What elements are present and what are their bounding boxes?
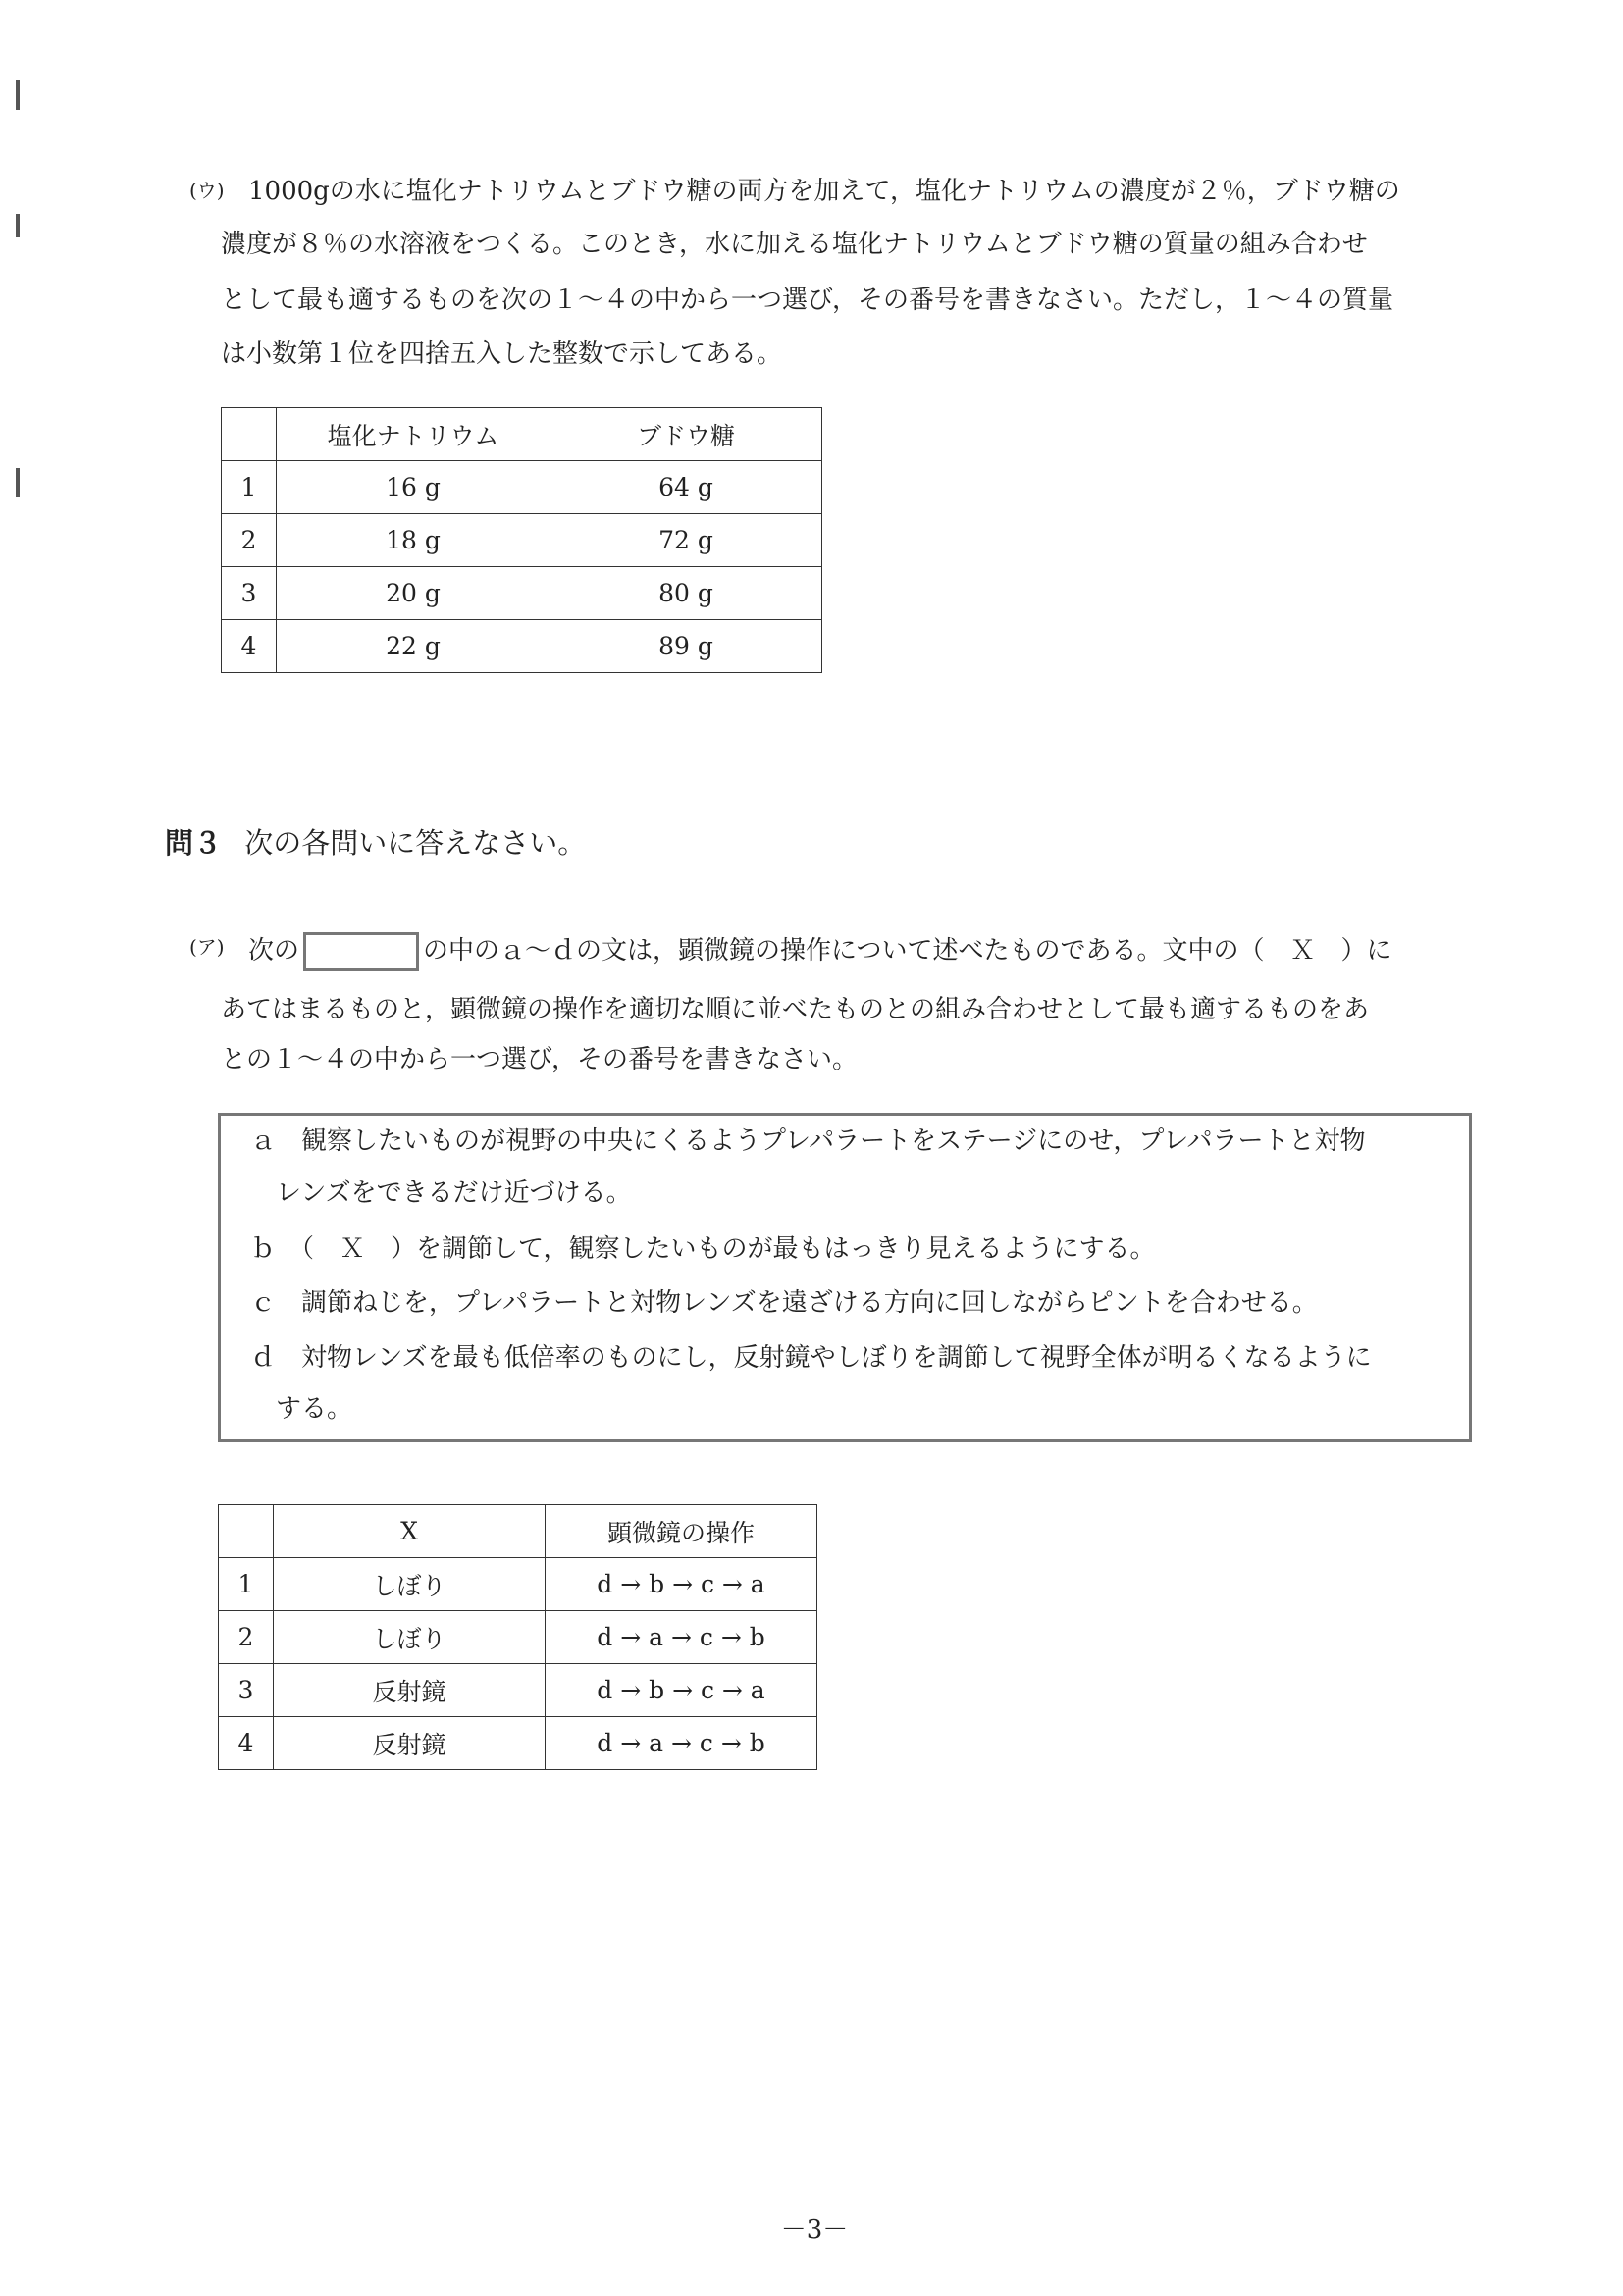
cell: 3	[222, 567, 277, 620]
question-label-a: (ア)	[189, 935, 225, 959]
question-text-line: は小数第１位を四捨五入した整数で示してある。	[221, 339, 783, 369]
cell: 反射鏡	[274, 1664, 546, 1717]
table-row	[219, 1664, 817, 1717]
header-cell: ブドウ糖	[550, 408, 822, 461]
table-header-row	[219, 1505, 817, 1558]
question-text-line	[248, 932, 1392, 971]
table-row	[222, 620, 822, 673]
cell: d → a → c → b	[546, 1611, 817, 1664]
header-cell: 顕微鏡の操作	[546, 1505, 817, 1558]
cell: 20 g	[277, 567, 550, 620]
table-row	[219, 1558, 817, 1611]
header-cell: X	[274, 1505, 546, 1558]
cell: 反射鏡	[274, 1717, 546, 1770]
margin-mark	[16, 80, 20, 110]
table-row	[222, 567, 822, 620]
cell: 1	[219, 1558, 274, 1611]
header-cell	[219, 1505, 274, 1558]
cell: 89 g	[550, 620, 822, 673]
question-text-line: 1000gの水に塩化ナトリウムとブドウ糖の両方を加えて，塩化ナトリウムの濃度が２％，ブドウ糖の	[248, 177, 1400, 206]
cell: しぼり	[274, 1558, 546, 1611]
statement-c: ｃ 調節ねじを，プレパラートと対物レンズを遠ざける方向に回しながらピントを合わせる。	[250, 1288, 1318, 1318]
table-row	[222, 514, 822, 567]
margin-mark	[16, 468, 20, 497]
cell: 18 g	[277, 514, 550, 567]
cell: d → b → c → a	[546, 1558, 817, 1611]
header-cell: 塩化ナトリウム	[277, 408, 550, 461]
statement-box	[218, 1113, 1472, 1442]
cell: 64 g	[550, 461, 822, 514]
answer-table-a	[218, 1504, 817, 1770]
statement-a: ａ 観察したいものが視野の中央にくるようプレパラートをステージにのせ，プレパラートと対物	[250, 1126, 1366, 1156]
cell: しぼり	[274, 1611, 546, 1664]
page-number: －3－	[780, 2216, 849, 2245]
cell: 72 g	[550, 514, 822, 567]
statement-b: ｂ （ Ｘ ）を調節して，観察したいものが最もはっきり見えるようにする。	[250, 1234, 1156, 1264]
cell: 22 g	[277, 620, 550, 673]
question-text-line: 濃度が８％の水溶液をつくる。このとき，水に加える塩化ナトリウムとブドウ糖の質量の組み合わせ	[221, 230, 1368, 259]
cell: 1	[222, 461, 277, 514]
cell: 3	[219, 1664, 274, 1717]
cell: 2	[219, 1611, 274, 1664]
statement-d-cont: する。	[250, 1394, 353, 1424]
table-row	[219, 1611, 817, 1664]
question-text-line: との１～４の中から一つ選び，その番号を書きなさい。	[221, 1045, 858, 1074]
statement-a-cont: レンズをできるだけ近づける。	[250, 1178, 632, 1208]
cell: d → b → c → a	[546, 1664, 817, 1717]
header-cell	[222, 408, 277, 461]
table-header-row	[222, 408, 822, 461]
section-heading	[165, 826, 587, 860]
question-text-line: あてはまるものと，顕微鏡の操作を適切な順に並べたものとの組み合わせとして最も適するものをあ	[221, 995, 1370, 1024]
section-number: 問３	[165, 826, 223, 860]
cell: 80 g	[550, 567, 822, 620]
cell: 4	[222, 620, 277, 673]
table-row	[219, 1717, 817, 1770]
question-text-line: として最も適するものを次の１～４の中から一つ選び，その番号を書きなさい。ただし，１～４の質量	[221, 286, 1393, 315]
cell: 2	[222, 514, 277, 567]
cell: d → a → c → b	[546, 1717, 817, 1770]
text: の中のａ～ｄの文は，顕微鏡の操作について述べたものである。文中の（ Ｘ ）に	[423, 936, 1392, 965]
text: 次の	[248, 936, 300, 965]
margin-mark	[16, 214, 20, 237]
statement-d: ｄ 対物レンズを最も低倍率のものにし，反射鏡やしぼりを調節して視野全体が明るくなるように	[250, 1343, 1372, 1373]
blank-box	[303, 932, 419, 971]
section-instruction: 次の各問いに答えなさい。	[244, 826, 587, 860]
table-row	[222, 461, 822, 514]
question-label-u: (ウ)	[189, 179, 225, 202]
cell: 16 g	[277, 461, 550, 514]
answer-table-u	[221, 407, 822, 673]
cell: 4	[219, 1717, 274, 1770]
